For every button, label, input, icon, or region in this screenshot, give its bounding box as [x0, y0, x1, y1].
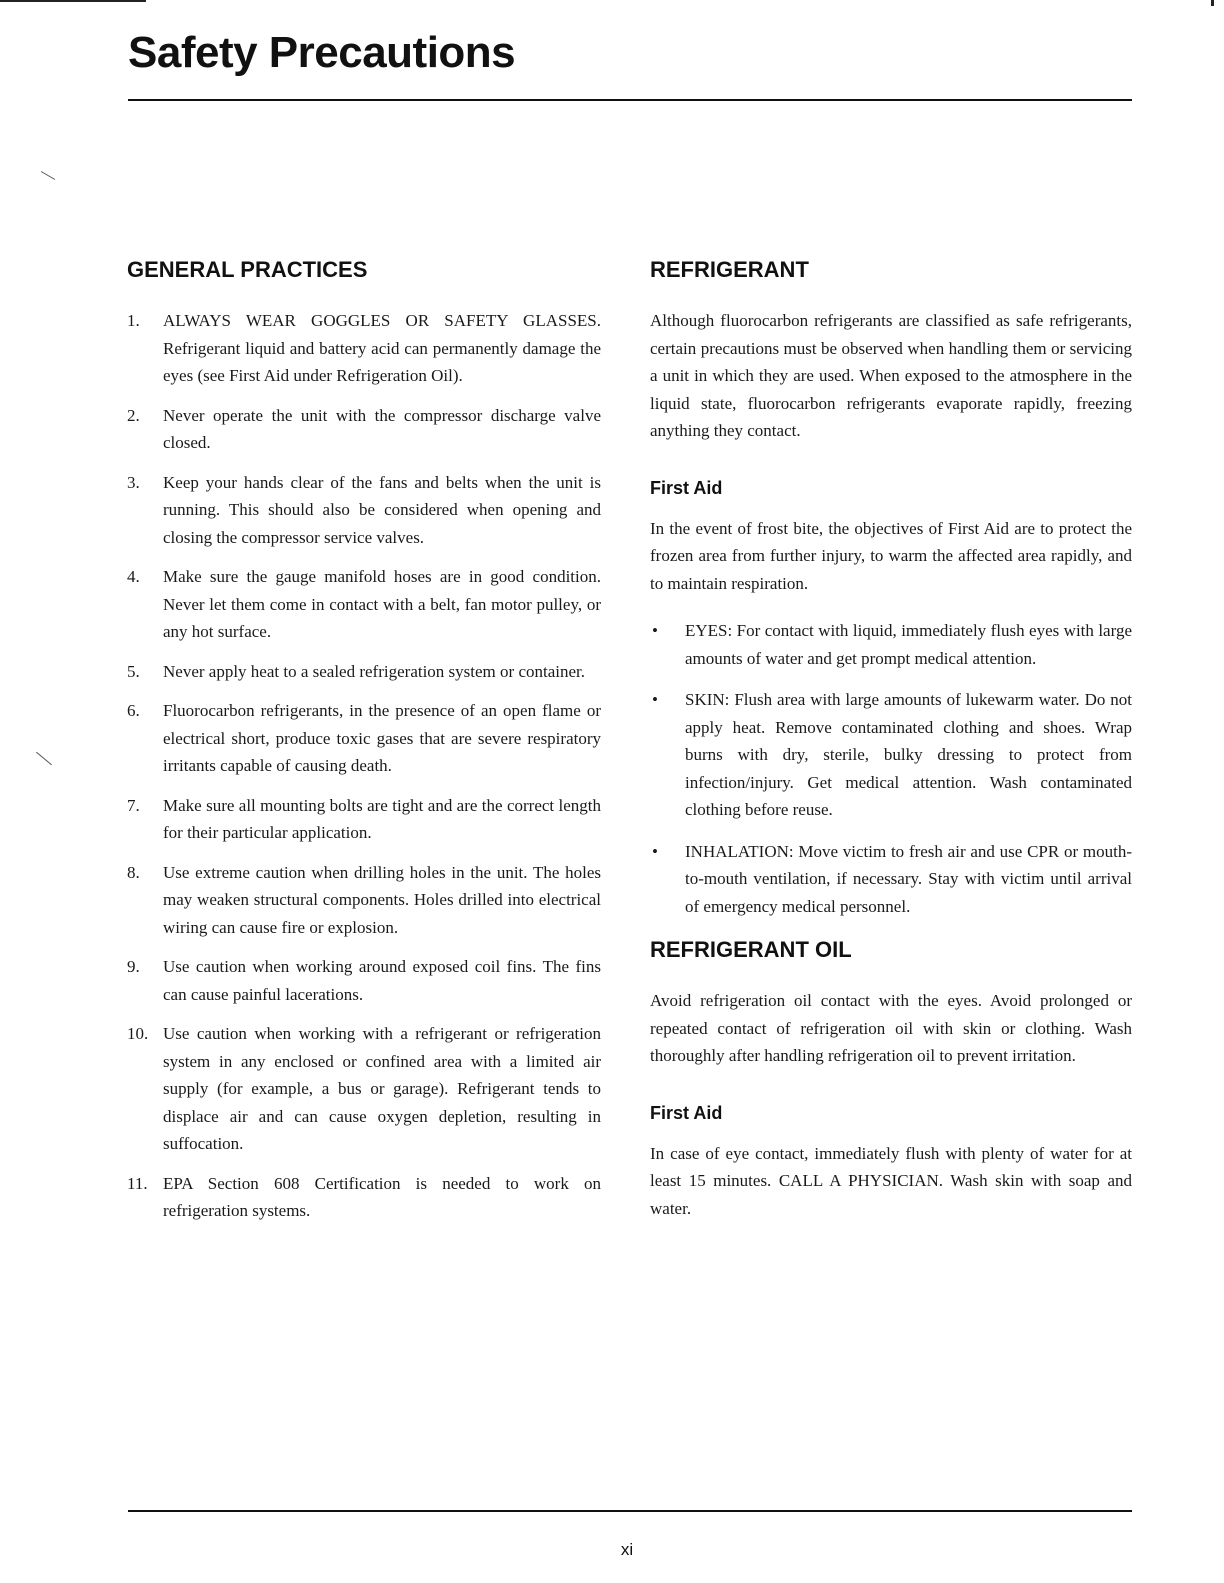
- bullet-text: INHALATION: Move victim to fresh air and use CPR or mouth-to-mouth ventilation, if necessary. Stay with victim until arrival of emergency medical personnel.: [685, 841, 1132, 916]
- list-item: [127, 563, 601, 646]
- general-practices-list: [127, 307, 601, 1225]
- list-item: [127, 1170, 601, 1225]
- item-text: EPA Section 608 Certification is needed to work on refrigeration systems.: [163, 1173, 601, 1220]
- item-number: 11.: [127, 1173, 148, 1193]
- item-text: Never operate the unit with the compressor discharge valve closed.: [163, 405, 601, 452]
- bullet-icon: •: [652, 690, 658, 709]
- item-number: 5.: [127, 661, 140, 681]
- item-number: 7.: [127, 795, 140, 815]
- item-number: 1.: [127, 311, 140, 330]
- list-item: [127, 307, 601, 390]
- refrigerant-oil-first-aid-text: In case of eye contact, immediately flush with plenty of water for at least 15 minutes. CALL A PHYSICIAN. Wash skin with soap and water.: [650, 1143, 1132, 1218]
- title-rule: [128, 99, 1132, 101]
- bullet-item-eyes: [650, 617, 1132, 672]
- bullet-icon: •: [652, 841, 658, 861]
- item-text: ALWAYS WEAR GOGGLES OR SAFETY GLASSES. Refrigerant liquid and battery acid can permanently damage the eyes (see First Aid under Refrigeration Oil).: [163, 311, 601, 385]
- item-number: 6.: [127, 701, 140, 720]
- scan-mark: [36, 752, 52, 766]
- list-item: [127, 1020, 601, 1158]
- general-practices-heading: GENERAL PRACTICES: [127, 257, 368, 282]
- left-column: [127, 256, 601, 1237]
- list-item: [127, 792, 601, 847]
- item-text: Never apply heat to a sealed refrigeration system or container.: [163, 661, 585, 681]
- refrigerant-heading: REFRIGERANT: [650, 257, 809, 282]
- item-text: Fluorocarbon refrigerants, in the presence of an open flame or electrical short, produce toxic gases that are severe respiratory irritants capable of causing death.: [163, 701, 601, 775]
- item-number: 4.: [127, 567, 140, 586]
- footer-rule: [128, 1510, 1132, 1512]
- bullet-item-inhalation: [650, 838, 1132, 921]
- item-number: 3.: [127, 472, 140, 492]
- bullet-icon: •: [652, 621, 658, 640]
- item-text: Use caution when working with a refrigerant or refrigeration system in any enclosed or confined area with a limited air supply (for example, a bus or garage). Refrigerant tends to displace air and can cause oxygen depletion, resulting in suffocation.: [163, 1024, 601, 1153]
- item-text: Use extreme caution when drilling holes in the unit. The holes may weaken structural components. Holes drilled into electrical wiring can cause fire or explosion.: [163, 862, 601, 937]
- list-item: [127, 953, 601, 1008]
- right-column: [650, 256, 1132, 1242]
- list-item: [127, 697, 601, 780]
- item-number: 10.: [127, 1024, 149, 1043]
- corner-mark: [1211, 0, 1214, 6]
- item-text: Make sure all mounting bolts are tight and are the correct length for their particular application.: [163, 795, 601, 842]
- first-aid-bullet-list: [650, 617, 1132, 920]
- spacer: [650, 465, 1132, 477]
- bullet-text: EYES: For contact with liquid, immediately flush eyes with large amounts of water and get prompt medical attention.: [685, 621, 1132, 668]
- bullet-text: SKIN: Flush area with large amounts of lukewarm water. Do not apply heat. Remove contaminated clothing and shoes. Wrap burns with dry, sterile, bulky dressing to protect from infection/injury. Get medical attention. Wash contaminated clothing before reuse.: [685, 690, 1132, 819]
- refrigerant-oil-first-aid-heading: First Aid: [650, 1102, 723, 1123]
- item-text: Make sure the gauge manifold hoses are in good condition. Never let them come in contact with a belt, fan motor pulley, or any hot surface.: [163, 567, 601, 641]
- refrigerant-intro: Although fluorocarbon refrigerants are classified as safe refrigerants, certain precautions must be observed when handling them or servicing a unit in which they are used. When exposed to the atmosphere in the liquid state, fluorocarbon refrigerants evaporate rapidly, freezing anything they contact.: [650, 311, 1132, 440]
- refrigerant-oil-intro: Avoid refrigeration oil contact with the eyes. Avoid prolonged or repeated contact of refrigeration oil with skin or clothing. Wash thoroughly after handling refrigeration oil to prevent irritation.: [650, 991, 1132, 1065]
- item-text: Keep your hands clear of the fans and belts when the unit is running. This should also be considered when opening and closing the compressor service valves.: [163, 472, 601, 547]
- spacer: [650, 1090, 1132, 1102]
- list-item: [127, 469, 601, 552]
- item-number: 2.: [127, 405, 140, 425]
- item-text: Use caution when working around exposed coil fins. The fins can cause painful lacerations.: [163, 957, 601, 1004]
- list-item: [127, 859, 601, 942]
- page-number: xi: [620, 1540, 634, 1559]
- item-number: 8.: [127, 862, 140, 882]
- item-number: 9.: [127, 957, 140, 976]
- refrigerant-oil-heading: REFRIGERANT OIL: [650, 937, 852, 962]
- scan-mark: [41, 171, 55, 180]
- top-edge-rule: [0, 0, 146, 2]
- bullet-item-skin: [650, 686, 1132, 824]
- refrigerant-first-aid-heading: First Aid: [650, 477, 723, 498]
- page-title: Safety Precautions: [128, 28, 516, 77]
- list-item: [127, 402, 601, 457]
- list-item: [127, 658, 601, 686]
- refrigerant-first-aid-intro: In the event of frost bite, the objectives of First Aid are to protect the frozen area from further injury, to warm the affected area rapidly, and to maintain respiration.: [650, 518, 1132, 593]
